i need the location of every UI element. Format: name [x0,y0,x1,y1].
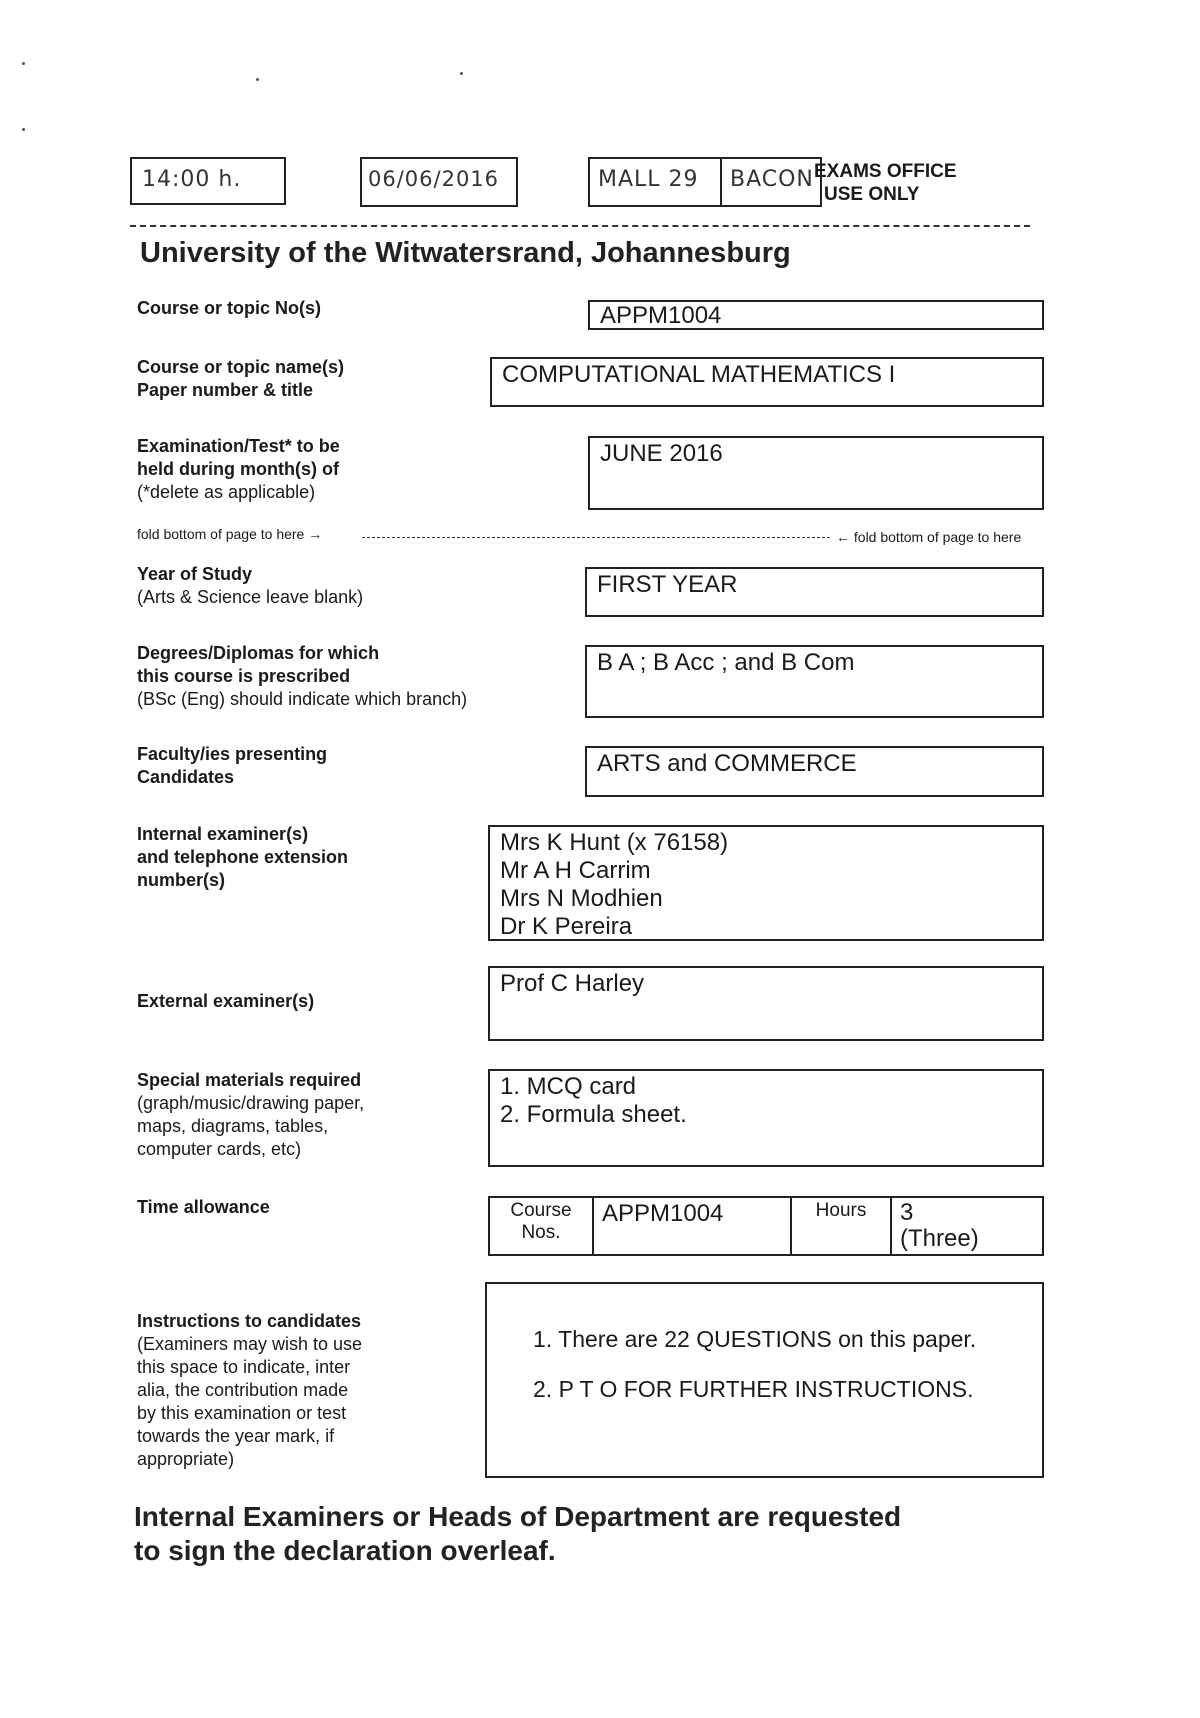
scan-speck [460,72,463,75]
course-nos-header: Course Nos. [489,1197,593,1255]
exam-label: Examination/Test* to be held during month(s) of (*delete as applicable) [137,436,340,502]
time-label: Time allowance [137,1197,270,1217]
materials-label: Special materials required (graph/music/drawing paper, maps, diagrams, tables, computer cards, etc) [137,1070,365,1159]
faculty-value: ARTS and COMMERCE [597,750,857,777]
internal-examiner: Mrs N Modhien [500,885,663,912]
degrees-box [585,645,1044,718]
footer-line2: to sign the declaration overleaf. [134,1535,556,1566]
exams-office-line1: EXAMS OFFICE [814,161,957,182]
internal-examiner: Mrs K Hunt (x 76158) [500,829,729,856]
material-item: 1. MCQ card [500,1073,637,1100]
date-stamp: 06/06/2016 [368,167,500,191]
venue-stamp-box [588,157,822,207]
hours-header: Hours [791,1197,891,1255]
course-no-box [588,300,1044,330]
degrees-label: Degrees/Diplomas for which this course is prescribed (BSc (Eng) should indicate which branch) [137,643,468,709]
footer-note [134,1500,901,1568]
venue-stamp: MALL 29 [598,167,699,192]
internal-examiner: Mr A H Carrim [500,857,651,884]
instruction-item: 1. There are 22 QUESTIONS on this paper. [533,1326,977,1352]
stamp-divider [720,157,722,207]
course-name-label: Course or topic name(s) Paper number & title [137,357,345,400]
invigilator-stamp: BACON [730,167,814,192]
scan-speck [22,62,25,65]
exam-value: JUNE 2016 [600,440,723,467]
instruction-item: 2. P T O FOR FURTHER INSTRUCTIONS. [533,1376,974,1402]
instructions-label: Instructions to candidates (Examiners may wish to use this space to indicate, inter alia, the contribution made by this examination or test towards the year mark, if appropriate) [137,1311,363,1469]
year-box [585,567,1044,617]
material-item: 2. Formula sheet. [500,1101,687,1128]
internal-list [490,827,1042,943]
scan-speck [22,128,25,131]
course-no-label: Course or topic No(s) [137,298,322,318]
course-nos-value: APPM1004 [593,1197,791,1255]
instructions-box [485,1282,1044,1478]
scan-speck [256,78,259,81]
fold-note-right: ← fold bottom of page to here [836,529,1022,545]
course-name-box [490,357,1044,407]
faculty-label: Faculty/ies presenting Candidates [137,744,328,787]
time-table [488,1196,1044,1256]
course-name-value: COMPUTATIONAL MATHEMATICS I [502,361,896,388]
instructions-list [533,1314,976,1414]
year-label: Year of Study (Arts & Science leave blank) [137,564,364,607]
exams-office-line2: USE ONLY [824,184,920,205]
materials-box [488,1069,1044,1167]
time-stamp: 14:00 h. [142,167,242,192]
materials-list [490,1071,1042,1131]
exam-box [588,436,1044,510]
internal-box [488,825,1044,941]
faculty-box [585,746,1044,797]
course-no-value: APPM1004 [600,302,722,329]
hours-value: 3 (Three) [891,1197,1043,1255]
footer-line1: Internal Examiners or Heads of Department are requested [134,1501,902,1532]
external-label: External examiner(s) [137,991,315,1011]
exams-office-note [814,160,957,206]
time-stamp-box [130,157,286,205]
header-divider [130,225,1030,227]
external-value: Prof C Harley [500,970,645,997]
year-value: FIRST YEAR [597,571,738,598]
internal-examiner: Dr K Pereira [500,913,633,940]
fold-line [362,537,830,538]
date-stamp-box [360,157,518,207]
university-title: University of the Witwatersrand, Johannesburg [140,237,791,269]
fold-note-left: fold bottom of page to here → [137,526,323,542]
internal-label: Internal examiner(s) and telephone extension number(s) [137,824,349,890]
degrees-value: B A ; B Acc ; and B Com [597,649,855,676]
external-box [488,966,1044,1041]
